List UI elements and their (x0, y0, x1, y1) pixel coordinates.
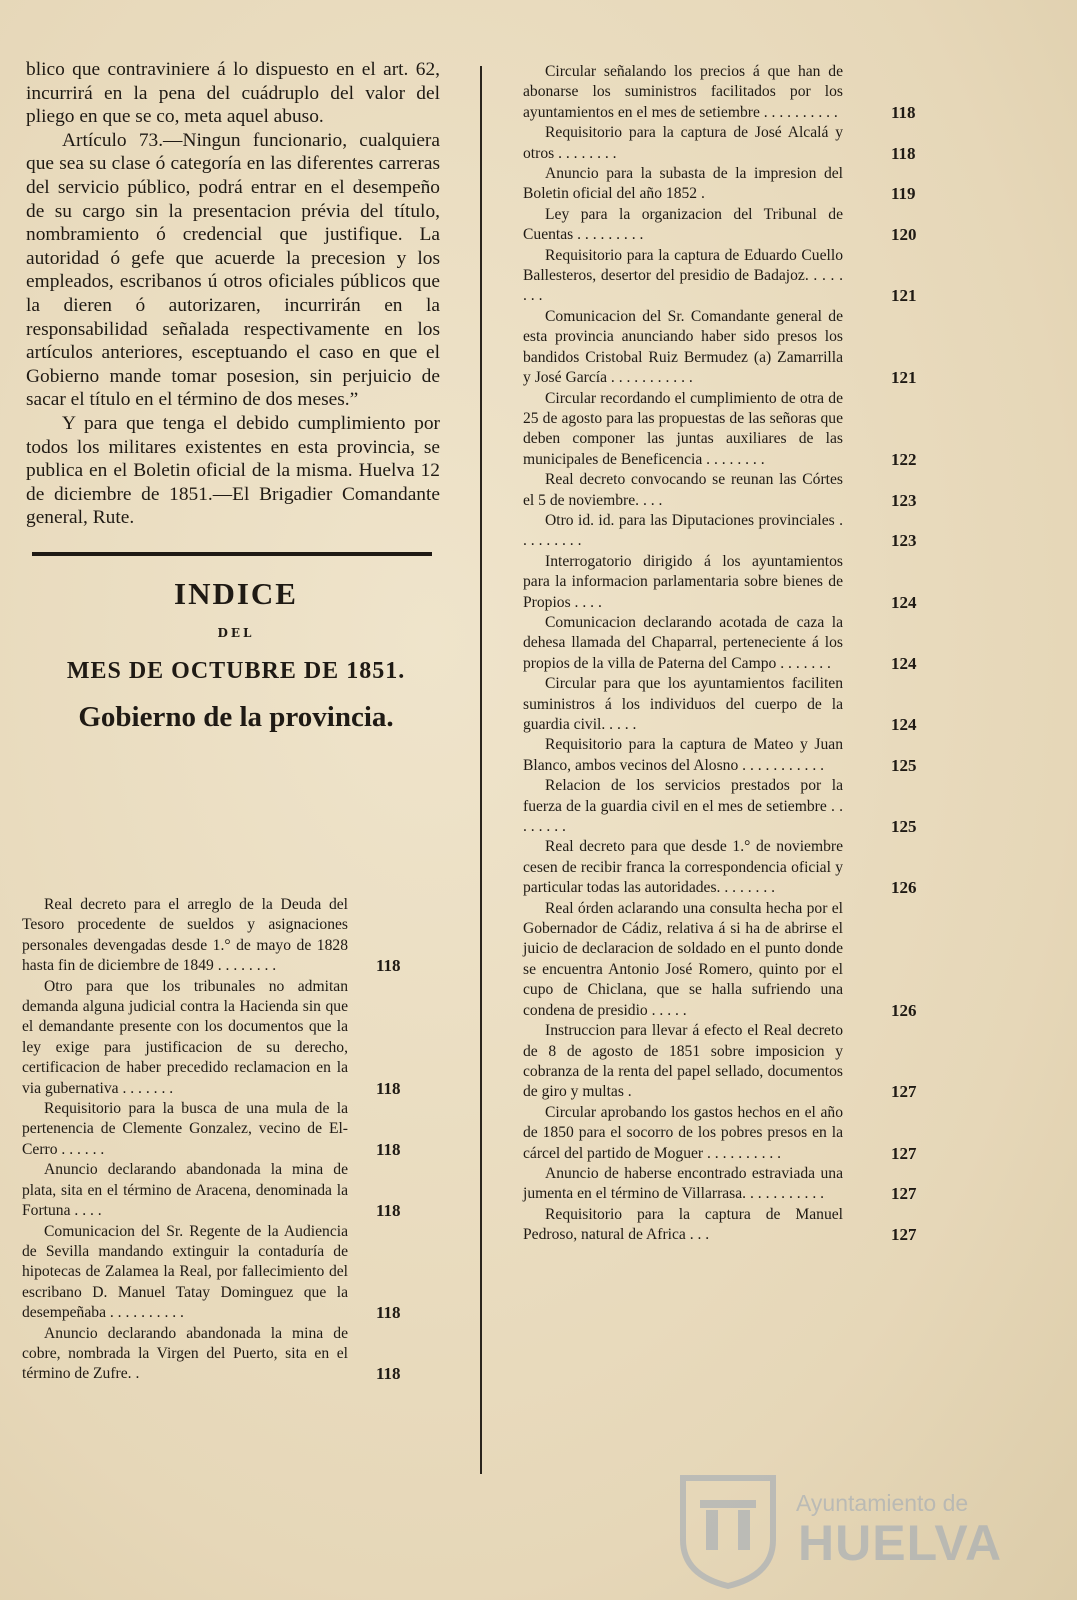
index-entry (523, 1205, 1043, 1246)
watermark-line-2: HUELVA (798, 1515, 1003, 1571)
index-entry (523, 62, 1043, 123)
index-entry (523, 1103, 1043, 1164)
index-section-heading: Gobierno de la provincia. (78, 700, 394, 733)
index-entry (22, 1099, 422, 1160)
index-entry (523, 1164, 1043, 1205)
paragraph-article-73: Artículo 73.—Ningun funcionario, cualquiera que sea su clase ó categoría en las diferentes carreras del servicio público, podrá entrar en el desempeño de su cargo sin la presentacion prévia del título, nombramiento ó credencial que justifique. La autoridad ó gefe que acuerde la precesion y los empleados, escribanos ú otros oficiales públicos que la dieren ó autorizaren, incurrirán en la responsabilidad señalada respectivamente en los artículos anteriores, esceptuando el caso en que el Gobierno mande tomar posesion, sin perjuicio de sacar el título en el término de dos meses.” (26, 129, 440, 411)
entry-text: Comunicacion declarando acotada de caza la dehesa llamada del Chaparral, perteneciente á los propios de la villa de Paterna del Campo . . . . . . . (523, 613, 843, 672)
index-entry (523, 674, 1043, 735)
index-entry (523, 205, 1043, 246)
index-entry (523, 389, 1043, 471)
index-entry (523, 511, 1043, 552)
index-entry (22, 895, 422, 977)
entry-text: Anuncio de haberse encontrado estraviada una jumenta en el término de Villarrasa. . . . . . . . . . . (523, 1164, 843, 1203)
paragraph: blico que contraviniere á lo dispuesto en el art. 62, incurrirá en la pena del cuádruplo del valor del pliego en que se co, meta aquel abuso. (26, 59, 440, 128)
entry-page: 119 (891, 184, 916, 204)
index-entry (523, 164, 1043, 205)
entry-page: 118 (376, 1078, 401, 1098)
index-entry (22, 1160, 422, 1221)
entry-page: 124 (891, 653, 917, 673)
index-entries-left (22, 895, 422, 1385)
city-crest-icon (668, 1470, 788, 1590)
entry-page: 118 (376, 1201, 401, 1221)
archive-watermark (668, 1470, 1048, 1590)
entry-page: 127 (891, 1184, 917, 1204)
entry-text: Comunicacion del Sr. Comandante general de esta provincia anunciando haber sido presos los bandidos Cristobal Ruiz Bermudez (a) Zamarrilla y José García . . . . . . . . . . . (523, 307, 843, 387)
decree-continuation (26, 58, 440, 530)
entry-page: 118 (376, 1139, 401, 1159)
entry-text: Real decreto para el arreglo de la Deuda del Tesoro procedente de sueldos y asignaciones personales devengadas desde 1.° de mayo de 1828 hasta fin de diciembre de 1849 . . . . . . . . (22, 896, 348, 975)
entry-page: 118 (891, 102, 916, 122)
entry-page: 126 (891, 878, 917, 898)
entry-text: Circular para que los ayuntamientos faciliten suministros á los individuos del cuerpo de la guardia civil. . . . . (523, 675, 843, 733)
entry-text: Otro id. id. para las Diputaciones provinciales . . . . . . . . . (523, 511, 843, 550)
entry-text: Requisitorio para la captura de Eduardo Cuello Ballesteros, desertor del presidio de Badajoz. . . . . . . . (523, 246, 843, 305)
entry-text: Ley para la organizacion del Tribunal de Cuentas . . . . . . . . . (523, 205, 843, 244)
entry-text: Circular señalando los precios á que han de abonarse los suministros facilitados por los ayuntamientos en el mes de setiembre . . . . . . . . . . (523, 63, 843, 121)
entry-text: Comunicacion del Sr. Regente de la Audiencia de Sevilla mandando extinguir la contaduría de hipotecas de Zalamea la Real, por fallecimiento del escribano D. Manuel Tatay Dominguez que la desempeñaba . . . . . . . . . . (22, 1222, 348, 1322)
entry-text: Requisitorio para la captura de Mateo y Juan Blanco, ambos vecinos del Alosno . . . . . . . . . . . (523, 736, 843, 774)
entry-page: 124 (891, 715, 917, 734)
entry-text: Otro para que los tribunales no admitan demanda alguna judicial contra la Hacienda sin que el demandante presente con los documentos que la ley exige para justificacion de su derecho, certificacion de haber precedido reclamacion en la via gubernativa . . . . . . . (22, 977, 348, 1097)
entry-text: Requisitorio para la captura de José Alcalá y otros . . . . . . . . (523, 124, 843, 162)
entry-page: 125 (891, 755, 917, 775)
entry-page: 127 (891, 1225, 917, 1245)
index-entry (523, 307, 1043, 389)
entry-page: 127 (891, 1143, 917, 1163)
index-del: DEL (217, 625, 255, 640)
paragraph-closing: Y para que tenga el debido cumplimiento por todos los militares existentes en esta provincia, se publica en el Boletin oficial de la misma. Huelva 12 de diciembre de 1851.—El Brigadier Comandante general, Rute. (26, 412, 440, 529)
entry-page: 118 (376, 1364, 401, 1384)
index-entry (22, 1324, 422, 1385)
index-entry (22, 977, 422, 1099)
index-entries-right (523, 62, 1043, 1246)
entry-page: 123 (891, 490, 917, 510)
entry-page: 118 (376, 1303, 401, 1323)
index-entry (523, 776, 1043, 837)
entry-text: Real decreto para que desde 1.° de noviembre cesen de recibir franca la correspondencia oficial y particular todas las autoridades. . . . . . . . (523, 838, 843, 897)
index-entry (22, 1222, 422, 1324)
section-divider (32, 552, 432, 556)
entry-text: Real órden aclarando una consulta hecha por el Gobernador de Cádiz, relativa á si ha de abrirse el juicio de declaracion de soldado en el punto donde se encuentra Antonio José Romero, quinto por el cupo de Chiclana, que se halla sufriendo una condena de presidio . . . . . (523, 899, 843, 1019)
index-entry (523, 899, 1043, 1021)
index-month: MES DE OCTUBRE DE 1851. (66, 657, 406, 684)
entry-text: Circular aprobando los gastos hechos en el año de 1850 para el socorro de los pobres presos en la cárcel del partido de Moguer . . . . . . . . . . (523, 1103, 843, 1162)
column-rule (480, 66, 482, 1474)
watermark-line-1: Ayuntamiento de (796, 1490, 969, 1516)
entry-text: Real decreto convocando se reunan las Córtes el 5 de noviembre. . . . (523, 471, 843, 509)
entry-page: 120 (891, 225, 917, 245)
entry-text: Requisitorio para la busca de una mula de la pertenencia de Clemente Gonzalez, vecino de El-Cerro . . . . . . (22, 1100, 348, 1158)
entry-text: Requisitorio para la captura de Manuel Pedroso, natural de Africa . . . (523, 1205, 843, 1244)
index-entry (523, 837, 1043, 898)
entry-page: 127 (891, 1082, 917, 1102)
index-entry (523, 470, 1043, 511)
entry-page: 121 (891, 286, 917, 306)
index-entry (523, 735, 1043, 776)
entry-page: 125 (891, 817, 917, 837)
entry-page: 121 (891, 368, 917, 388)
entry-page: 122 (891, 449, 917, 469)
index-entry (523, 552, 1043, 613)
entry-text: Interrogatorio dirigido á los ayuntamientos para la informacion parlamentaria sobre bienes de Propios . . . . (523, 552, 843, 611)
entry-page: 123 (891, 531, 917, 551)
index-entry (523, 613, 1043, 674)
entry-page: 124 (891, 592, 917, 612)
index-title: INDICE (174, 575, 298, 611)
entry-text: Anuncio declarando abandonada la mina de plata, sita en el término de Aracena, denominada la Fortuna . . . . (22, 1161, 348, 1220)
entry-text: Anuncio para la subasta de la impresion del Boletin oficial del año 1852 . (523, 165, 843, 203)
entry-page: 118 (891, 143, 916, 163)
entry-text: Anuncio declarando abandonada la mina de cobre, nombrada la Virgen del Puerto, sita en el término de Zufre. . (22, 1324, 348, 1383)
entry-text: Relacion de los servicios prestados por la fuerza de la guardia civil en el mes de setiembre . . . . . . . . (523, 777, 843, 836)
entry-page: 126 (891, 1000, 917, 1020)
entry-text: Circular recordando el cumplimiento de otra de 25 de agosto para las propuestas de las señoras que deben componer las juntas auxiliares de las municipales de Beneficencia . . . . . . . . (523, 389, 843, 468)
index-entry (523, 123, 1043, 164)
index-entry (523, 1021, 1043, 1103)
index-entry (523, 246, 1043, 307)
left-column (26, 58, 440, 734)
entry-text: Instruccion para llevar á efecto el Real decreto de 8 de agosto de 1851 sobre imposicion y cobranza de la renta del papel sellado, documentos de giro y multas . (523, 1022, 843, 1101)
entry-page: 118 (376, 956, 401, 976)
